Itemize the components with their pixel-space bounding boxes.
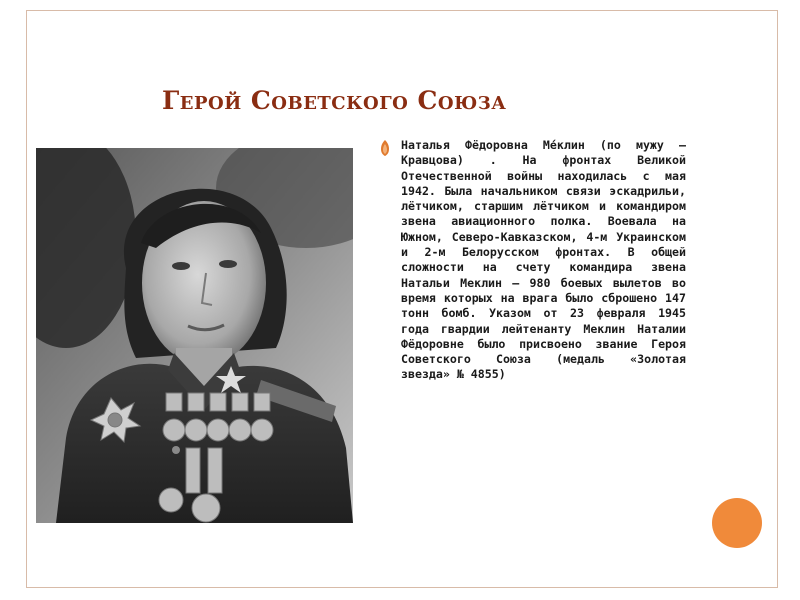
decorative-circle <box>712 498 762 548</box>
slide-title: Герой Советского Союза <box>162 86 507 115</box>
biography-text: Наталья Фёдоровна Ме́клин (по мужу — Кравцова) . На фронтах Великой Отечественной войны находилась с мая 1942. Была начальником связи эскадрильи, лётчиком, старшим лётчиком и командиром звена авиационного полка. Воевала на Южном, Северо-Кавказском, 4-м Украинском и 2-м Белорусском фронтах. В общей сложности на счету командира звена Натальи Меклин — 980 боевых вылетов во время которых на врага было сброшено 147 тонн бомб. Указом от 23 февраля 1945 года гвардии лейтенанту Меклин Наталии Фёдоровне было присвоено звание Героя Советского Союза (медаль «Золотая звезда» № 4855) <box>401 138 686 382</box>
portrait-image <box>36 148 353 523</box>
bullet-icon <box>380 139 390 157</box>
portrait-photo <box>36 148 353 523</box>
